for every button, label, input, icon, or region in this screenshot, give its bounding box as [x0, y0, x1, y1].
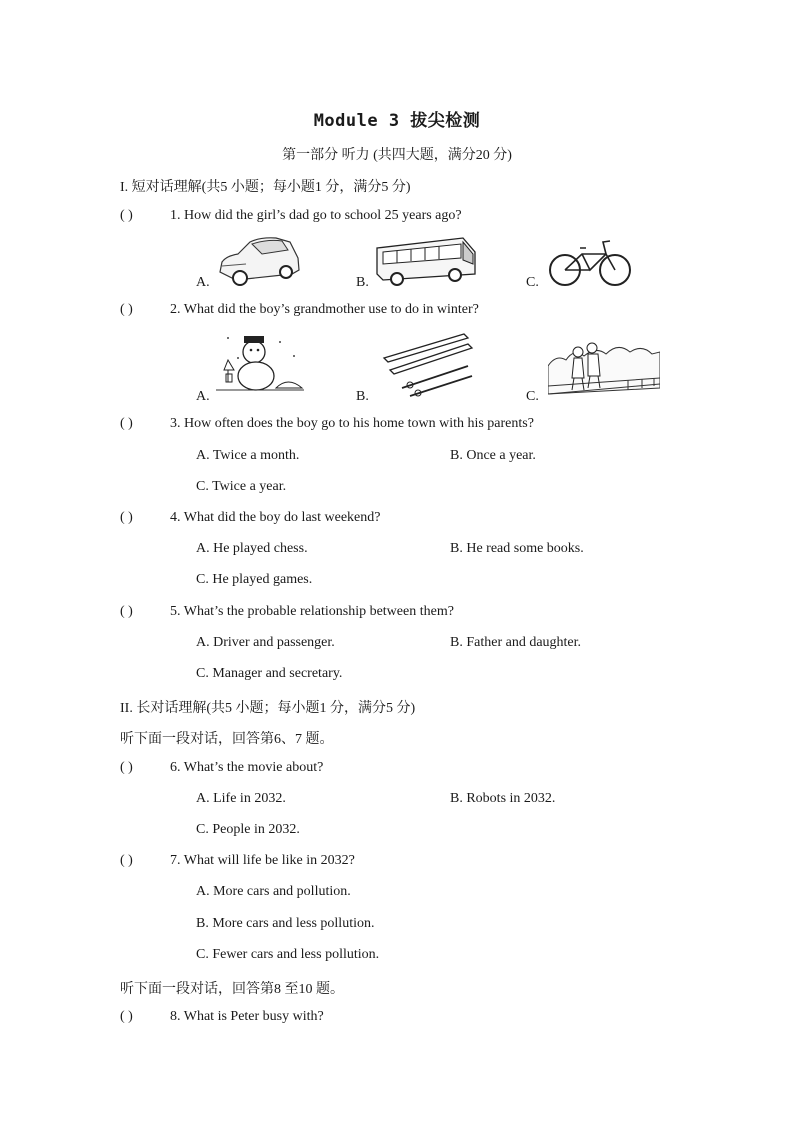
bicycle-image — [548, 236, 632, 288]
part-heading: 第一部分 听力 (共四大题，满分20 分) — [282, 148, 512, 163]
question-text: 2. What did the boy’s grandmother use to do in winter? — [170, 302, 479, 317]
option-b: B. Father and daughter. — [450, 635, 582, 650]
option-c-label: C. — [526, 275, 539, 290]
option-a: A. Twice a month. — [196, 448, 300, 463]
instruction-6-7: 听下面一段对话，回答第6、7 题。 — [120, 732, 334, 747]
answer-blank[interactable]: ( ) — [120, 1009, 133, 1024]
option-a-label: A. — [196, 389, 210, 404]
option-c: C. Fewer cars and less pollution. — [196, 947, 380, 962]
option-b: B. More cars and less pollution. — [196, 916, 375, 931]
option-a: A. Driver and passenger. — [196, 635, 335, 650]
answer-blank[interactable]: ( ) — [120, 760, 133, 775]
instruction-8-10: 听下面一段对话，回答第8 至10 题。 — [120, 982, 344, 997]
option-b-label: B. — [356, 275, 369, 290]
question-1 — [120, 208, 462, 224]
question-text: 4. What did the boy do last weekend? — [170, 510, 381, 525]
question-5 — [120, 604, 454, 620]
answer-blank[interactable]: ( ) — [120, 302, 133, 317]
section-2-heading: II. 长对话理解(共5 小题；每小题1 分，满分5 分) — [120, 701, 416, 716]
question-4 — [120, 510, 380, 526]
question-text: 7. What will life be like in 2032? — [170, 853, 355, 868]
option-c: C. People in 2032. — [196, 822, 300, 837]
answer-blank[interactable]: ( ) — [120, 853, 133, 868]
walking-couple-image — [548, 330, 660, 402]
option-c: C. Twice a year. — [196, 479, 287, 494]
question-8 — [120, 1009, 324, 1025]
question-text: 6. What’s the movie about? — [170, 760, 324, 775]
option-a: A. More cars and pollution. — [196, 884, 351, 899]
page-title: Module 3 拔尖检测 — [313, 111, 481, 131]
skis-image — [380, 330, 476, 400]
option-a: A. Life in 2032. — [196, 791, 286, 806]
option-b-label: B. — [356, 389, 369, 404]
snowman-image — [214, 330, 306, 396]
question-6 — [120, 760, 323, 776]
question-3 — [120, 416, 534, 432]
option-b: B. Robots in 2032. — [450, 791, 556, 806]
answer-blank[interactable]: ( ) — [120, 510, 133, 525]
question-text: 5. What’s the probable relationship between them? — [170, 604, 454, 619]
bus-image — [373, 234, 479, 288]
question-text: 3. How often does the boy go to his home town with his parents? — [170, 416, 534, 431]
question-2 — [120, 302, 479, 318]
option-a-label: A. — [196, 275, 210, 290]
option-c: C. Manager and secretary. — [196, 666, 343, 681]
question-text: 8. What is Peter busy with? — [170, 1009, 324, 1024]
option-c: C. He played games. — [196, 572, 313, 587]
answer-blank[interactable]: ( ) — [120, 208, 133, 223]
option-c-label: C. — [526, 389, 539, 404]
option-b: B. He read some books. — [450, 541, 584, 556]
answer-blank[interactable]: ( ) — [120, 604, 133, 619]
question-text: 1. How did the girl’s dad go to school 25 years ago? — [170, 208, 462, 223]
answer-blank[interactable]: ( ) — [120, 416, 133, 431]
car-image — [216, 234, 302, 288]
option-b: B. Once a year. — [450, 448, 536, 463]
option-a: A. He played chess. — [196, 541, 308, 556]
question-7 — [120, 853, 355, 869]
section-1-heading: I. 短对话理解(共5 小题；每小题1 分，满分5 分) — [120, 180, 411, 195]
